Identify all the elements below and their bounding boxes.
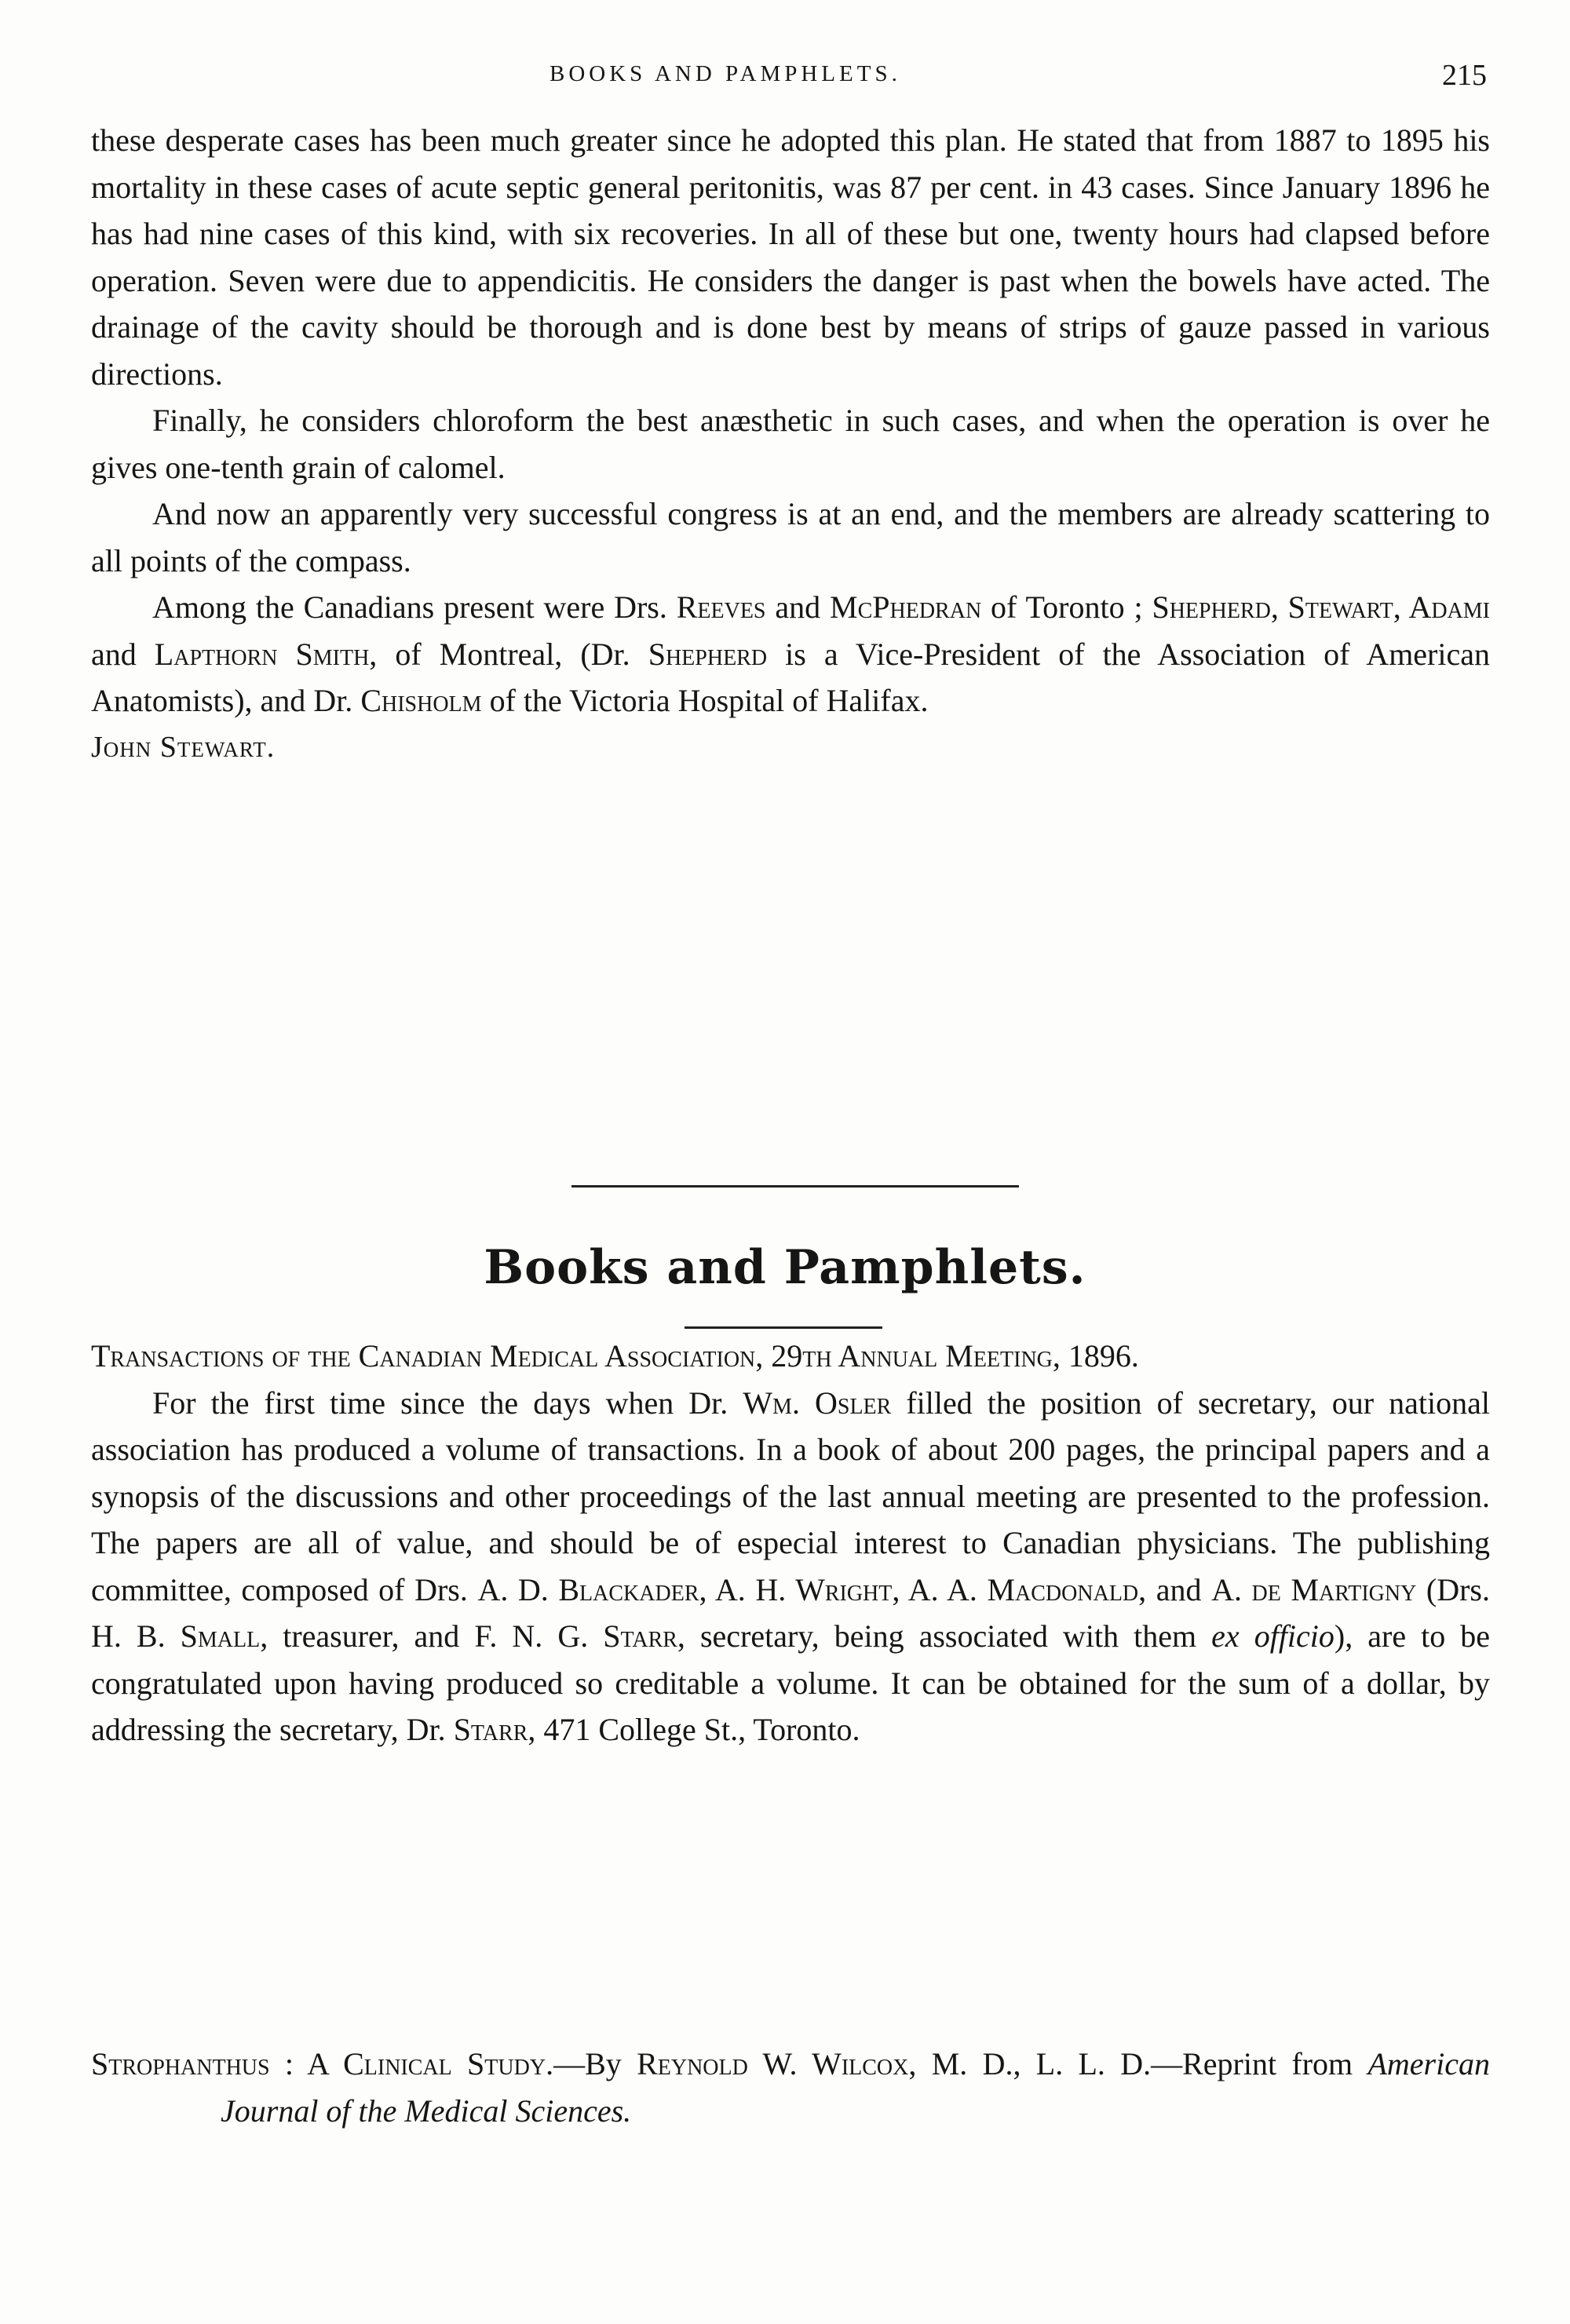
name-starr-address: Starr	[453, 1712, 528, 1747]
review-entry-strophanthus: Strophanthus : A Clinical Study.—By Reynold W. Wilcox, M. D., L. L. D.—Reprint from American Journal of the Medical Sciences.	[91, 2046, 1490, 2129]
author-wilcox: Reynold W. Wilcox	[637, 2046, 909, 2081]
name-mcphedran: McPhedran	[830, 589, 982, 625]
running-head	[0, 61, 1570, 100]
review-transactions	[91, 1333, 1490, 1753]
names-montreal: Shepherd, Stewart, Adami	[1152, 589, 1490, 625]
name-de-martigny: A. de Martigny	[1211, 1571, 1417, 1607]
name-chisholm: Chisholm	[360, 683, 482, 718]
signature: John Stewart.	[91, 730, 276, 764]
review-strophanthus	[91, 2041, 1490, 2134]
review-title-transactions: Transactions of the Canadian Medical Association, 29th Annual Meeting, 1896.	[91, 1338, 1139, 1374]
name-shepherd: Shepherd	[648, 636, 768, 672]
running-head-title: BOOKS AND PAMPHLETS.	[550, 61, 901, 86]
paragraph-congress-end: And now an apparently very successful congress is at an end, and the members are already scattering to all points of the compass.	[91, 496, 1490, 578]
heading-underline-rule	[685, 1326, 882, 1329]
page-number: 215	[1442, 59, 1487, 92]
journal-title: American Journal of the Medical Sciences.	[221, 2046, 1490, 2129]
section-divider-rule	[571, 1185, 1019, 1188]
section-heading: Books and Pamphlets.	[484, 1240, 1086, 1295]
names-committee: A. D. Blackader, A. H. Wright, A. A. Macdonald	[477, 1571, 1139, 1607]
name-small: H. B. Small	[91, 1618, 261, 1654]
review-title-strophanthus: Strophanthus : A Clinical Study.	[91, 2046, 554, 2081]
review-body-transactions: For the first time since the days when Dr. Wm. Osler filled the position of secretary, our national association has produced a volume of transactions. In a book of about 200 pages, the principal papers and a synopsis of the discussions and other proceedings of the last annual meeting are presented to the profession. The papers are all of value, and should be of especial interest to Canadian physicians. The publishing committee, composed of Drs. A. D. Blackader, A. H. Wright, A. A. Macdonald, and A. de Martigny (Drs. H. B. Small, treasurer, and F. N. G. Starr, secretary, being associated with them ex officio), are to be congratulated upon having produced so creditable a volume. It can be obtained for the sum of a dollar, by addressing the secretary, Dr. Starr, 471 College St., Toronto.	[91, 1385, 1491, 1747]
name-lapthorn-smith: Lapthorn Smith	[154, 636, 370, 672]
paragraph-chloroform: Finally, he considers chloroform the best anæsthetic in such cases, and when the operation is over he gives one-tenth grain of calomel.	[91, 403, 1490, 485]
name-starr: F. N. G. Starr	[474, 1618, 677, 1654]
latin-ex-officio: ex officio	[1211, 1618, 1334, 1654]
name-osler: Wm. Osler	[743, 1385, 892, 1421]
article-conclusion	[91, 117, 1490, 771]
paragraph-mortality: these desperate cases has been much greater since he adopted this plan. He stated that from 1887 to 1895 his mortality in these cases of acute septic general peritonitis, was 87 per cent. in 43 cases. Since January 1896 he has had nine cases of this kind, with six recoveries. In all of these but one, twenty hours had clapsed before operation. Seven were due to appendicitis. He considers the danger is past when the bowels have acted. The drainage of the cavity should be thorough and is done best by means of strips of gauze passed in various directions.	[91, 122, 1490, 392]
paragraph-canadians-present: Among the Canadians present were Drs. Reeves and McPhedran of Toronto ; Shepherd, Stewart, Adami and Lapthorn Smith, of Montreal, (Dr. Shepherd is a Vice-President of the Association of American Anatomists), and Dr. Chisholm of the Victoria Hospital of Halifax.	[91, 589, 1490, 718]
name-reeves: Reeves	[676, 589, 766, 625]
